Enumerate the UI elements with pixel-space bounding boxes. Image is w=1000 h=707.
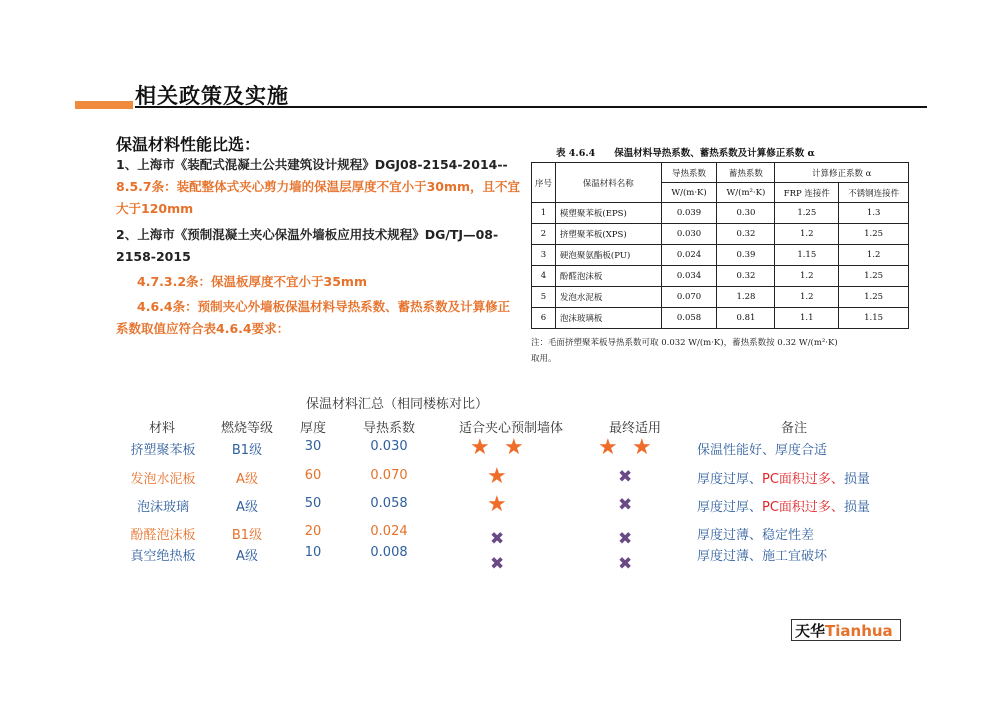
table-row: [532, 308, 909, 329]
summary-header-thickness: 厚度: [299, 421, 326, 436]
star-icon: ★: [598, 435, 618, 460]
scan-cell-steel: 1.3: [839, 203, 909, 224]
scan-cell-cond: 0.030: [661, 224, 717, 245]
table-row: [532, 203, 909, 224]
scan-cell-no: 2: [532, 224, 556, 245]
header-accent-bar: [75, 101, 133, 109]
logo-cn: 天华: [795, 622, 826, 640]
table-row: [532, 266, 909, 287]
scan-cell-cond: 0.034: [661, 266, 717, 287]
summary-material: 发泡水泥板: [130, 472, 196, 487]
summary-header-grade: 燃烧等级: [220, 421, 273, 436]
summary-material: 泡沫玻璃: [136, 500, 189, 515]
scan-header-cond: 导热系数: [661, 163, 717, 183]
summary-material: 真空绝热板: [130, 549, 196, 564]
remark-part-a: 厚度过厚、: [697, 500, 763, 515]
policy-line-1: 1、上海市《装配式混凝土公共建筑设计规程》DGJ08-2154-2014--: [116, 157, 508, 172]
summary-thickness: 20: [304, 524, 322, 539]
remark-part-a: 厚度过薄、施工宜破坏: [697, 549, 828, 564]
scan-cell-no: 4: [532, 266, 556, 287]
scan-cell-heat: 0.32: [717, 266, 775, 287]
scan-note-line-2: 取用。: [531, 354, 557, 364]
scan-table-caption: 表 4.6.4 保温材料导热系数、蓄热系数及计算修正系数 α: [556, 148, 815, 159]
cross-icon: ✖: [490, 529, 505, 549]
scan-cell-name: 酚醛泡沫板: [555, 266, 661, 287]
summary-remark: [697, 524, 814, 543]
scan-note-line-1: 注：毛面挤塑聚苯板导热系数可取 0.032 W/(m·K)，蓄热系数按 0.32 W/(m²·K): [531, 338, 838, 348]
scan-cell-name: 发泡水泥板: [555, 287, 661, 308]
remark-part-a: 厚度过厚、: [697, 472, 763, 487]
summary-header-material: 材料: [148, 421, 175, 436]
scan-header-steel: 不锈钢连接件: [839, 183, 909, 203]
star-icon: ★: [487, 492, 507, 517]
summary-conductivity: 0.070: [370, 468, 408, 483]
scan-cell-name: 模塑聚苯板(EPS): [555, 203, 661, 224]
scan-cell-steel: 1.25: [839, 266, 909, 287]
remark-part-c: 损量: [843, 472, 870, 487]
scan-cell-steel: 1.25: [839, 287, 909, 308]
star-icon: ★: [470, 435, 490, 460]
policy-line-5: 2158-2015: [116, 249, 191, 264]
scan-cell-no: 6: [532, 308, 556, 329]
scan-cell-no: 5: [532, 287, 556, 308]
star-icon: ★: [632, 435, 652, 460]
scan-cell-name: 挤塑聚苯板(XPS): [555, 224, 661, 245]
summary-thickness: 50: [304, 496, 322, 511]
summary-thickness: 60: [304, 468, 322, 483]
summary-header-remark: 备注: [780, 421, 807, 436]
scan-header-frp: FRP 连接件: [775, 183, 839, 203]
scan-cell-frp: 1.2: [775, 224, 839, 245]
scan-cell-frp: 1.2: [775, 266, 839, 287]
summary-remark: [697, 439, 827, 458]
cross-icon: ✖: [618, 467, 633, 487]
scan-cell-heat: 0.39: [717, 245, 775, 266]
remark-part-b: PC面积过多、: [762, 500, 844, 515]
summary-material: 挤塑聚苯板: [130, 443, 196, 458]
table-row: [532, 224, 909, 245]
scan-cell-no: 3: [532, 245, 556, 266]
summary-grade: B1级: [231, 528, 263, 543]
scan-table: [531, 162, 909, 329]
policy-line-4: 2、上海市《预制混凝土夹心保温外墙板应用技术规程》DG/TJ—08-: [116, 227, 499, 242]
scan-cell-steel: 1.2: [839, 245, 909, 266]
summary-grade: A级: [236, 500, 258, 515]
remark-part-b: PC面积过多、: [762, 472, 844, 487]
scan-cell-cond: 0.058: [661, 308, 717, 329]
policy-line-3: 大于120mm: [116, 201, 194, 216]
summary-thickness: 30: [304, 439, 322, 454]
remark-part-a: 厚度过薄、稳定性差: [697, 528, 815, 543]
summary-grade: A级: [236, 472, 258, 487]
scan-cell-heat: 0.32: [717, 224, 775, 245]
scan-cell-frp: 1.25: [775, 203, 839, 224]
logo-en: Tianhua: [825, 622, 893, 640]
scan-header-heat: 蓄热系数: [717, 163, 775, 183]
summary-header-sandwich: 适合夹心预制墙体: [458, 421, 563, 436]
policy-line-6: 4.7.3.2条：保温板厚度不宜小于35mm: [137, 274, 367, 289]
scan-header-coef: 计算修正系数 α: [775, 163, 909, 183]
summary-grade: B1级: [231, 443, 263, 458]
scan-table-note: [531, 335, 916, 367]
cross-icon: ✖: [618, 495, 633, 515]
scan-cell-cond: 0.024: [661, 245, 717, 266]
summary-conductivity: 0.024: [370, 524, 408, 539]
scan-header-heat-unit: W/(m²·K): [717, 183, 775, 203]
page-title: 相关政策及实施: [135, 84, 289, 108]
section-title: 保温材料性能比选：: [116, 135, 261, 154]
summary-conductivity: 0.008: [370, 545, 408, 560]
summary-remark: [697, 468, 870, 487]
remark-part-a: 保温性能好、厚度合适: [697, 443, 828, 458]
scan-cell-no: 1: [532, 203, 556, 224]
scan-header-name: 保温材料名称: [555, 163, 661, 203]
cross-icon: ✖: [618, 529, 633, 549]
summary-thickness: 10: [304, 545, 322, 560]
remark-part-c: 损量: [843, 500, 870, 515]
summary-remark: [697, 496, 870, 515]
scan-cell-cond: 0.039: [661, 203, 717, 224]
tianhua-logo: [791, 619, 901, 641]
policy-line-8: 系数取值应符合表4.6.4要求：: [116, 321, 290, 336]
summary-conductivity: 0.058: [370, 496, 408, 511]
summary-material: 酚醛泡沫板: [130, 528, 196, 543]
scan-cell-steel: 1.15: [839, 308, 909, 329]
table-row: [532, 287, 909, 308]
scan-cell-frp: 1.15: [775, 245, 839, 266]
scan-cell-heat: 0.30: [717, 203, 775, 224]
star-icon: ★: [504, 435, 524, 460]
summary-grade: A级: [236, 549, 258, 564]
scan-cell-name: 泡沫玻璃板: [555, 308, 661, 329]
scan-header-no: 序号: [532, 163, 556, 203]
summary-title: 保温材料汇总（相同楼栋对比）: [306, 397, 489, 412]
policy-line-2: 8.5.7条：装配整体式夹心剪力墙的保温层厚度不宜小于30mm，且不宜: [116, 179, 521, 194]
scan-cell-heat: 0.81: [717, 308, 775, 329]
cross-icon: ✖: [490, 554, 505, 574]
scan-cell-heat: 1.28: [717, 287, 775, 308]
scan-cell-frp: 1.1: [775, 308, 839, 329]
cross-icon: ✖: [618, 554, 633, 574]
policy-line-7: 4.6.4条：预制夹心外墙板保温材料导热系数、蓄热系数及计算修正: [137, 299, 511, 314]
scan-cell-name: 硬泡聚氨酯板(PU): [555, 245, 661, 266]
summary-remark: [697, 545, 827, 564]
scan-cell-cond: 0.070: [661, 287, 717, 308]
scan-cell-frp: 1.2: [775, 287, 839, 308]
scan-header-cond-unit: W/(m·K): [661, 183, 717, 203]
summary-conductivity: 0.030: [370, 439, 408, 454]
table-row: [532, 245, 909, 266]
summary-header-final: 最终适用: [608, 421, 661, 436]
scan-cell-steel: 1.25: [839, 224, 909, 245]
summary-header-conductivity: 导热系数: [362, 421, 415, 436]
star-icon: ★: [487, 464, 507, 489]
